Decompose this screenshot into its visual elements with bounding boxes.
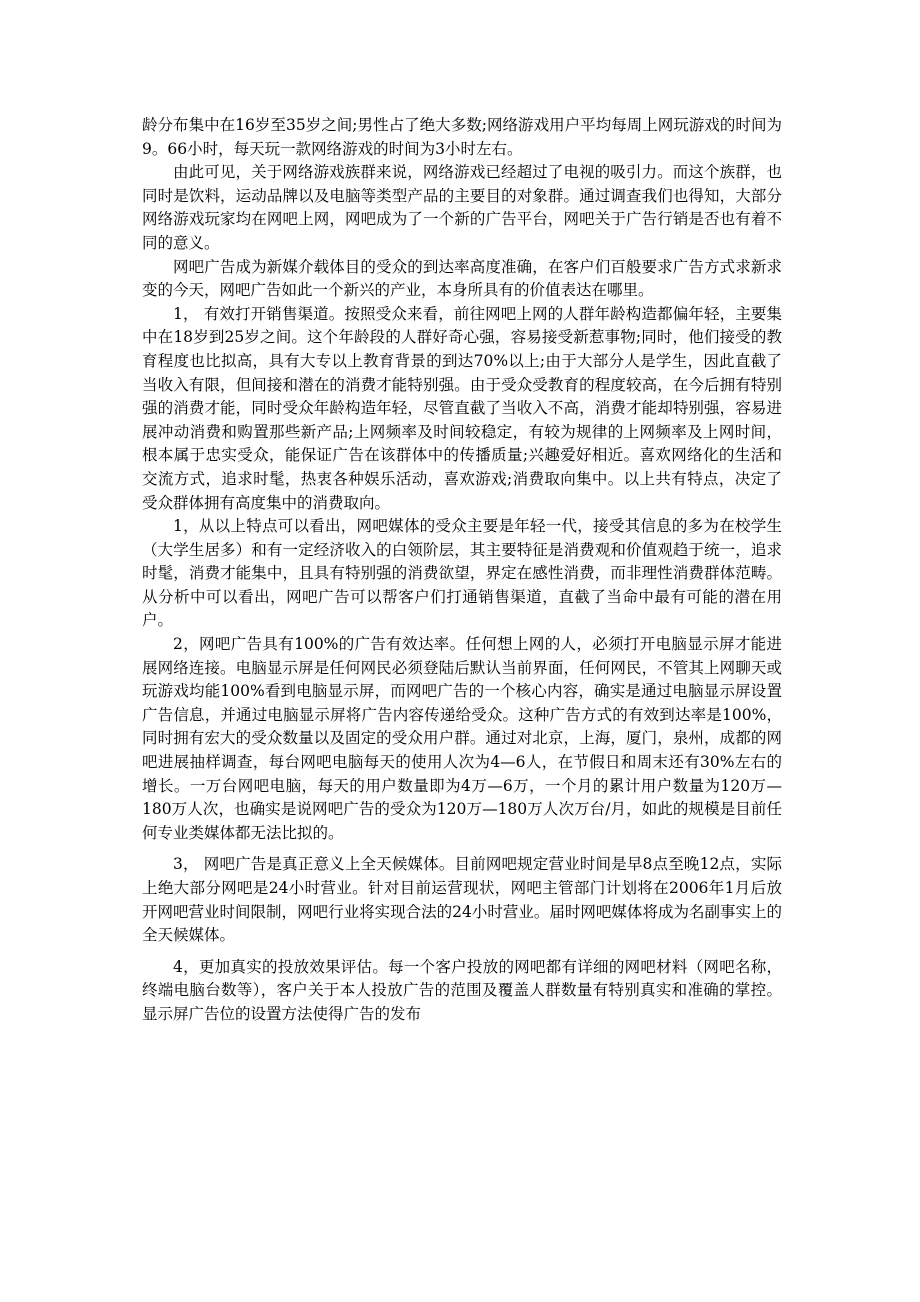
paragraph-point-3: 3， 网吧广告是真正意义上全天候媒体。目前网吧规定营业时间是早8点至晚12点，实际上绝大部分网吧是24小时营业。针对目前运营现状，网吧主管部门计划将在2006年1月后放开网吧营业时间限制，网吧行业将实现合法的24小时营业。届时网吧媒体将成为名副事实上的全天候媒体。 [142,855,782,945]
paragraph: 网吧广告成为新媒介载体目的受众的到达率高度准确，在客户们百般要求广告方式求新求变的今天，网吧广告如此一个新兴的产业，本身所具有的价值表达在哪里。 [142,257,782,300]
paragraph: 由此可见，关于网络游戏族群来说，网络游戏已经超过了电视的吸引力。而这个族群，也同时是饮料，运动品牌以及电脑等类型产品的主要目的对象群。通过调查我们也得知，大部分网络游戏玩家均在网吧上网，网吧成为了一个新的广告平台，网吧关于广告行销是否也有着不同的意义。 [142,163,782,252]
paragraph-point-1: 1， 有效打开销售渠道。按照受众来看，前往网吧上网的人群年龄构造都偏年轻，主要集中在18岁到25岁之间。这个年龄段的人群好奇心强，容易接受新惹事物;同时，他们接受的教育程度也比拟高，具有大专以上教育背景的到达70%以上;由于大部分人是学生，因此直截了当收入有限，但间接和潜在的消费才能特别强。由于受众受教育的程度较高，在今后拥有特别强的消费才能，同时受众年龄构造年轻，尽管直截了当收入不高，消费才能却特别强，容易进展冲动消费和购置那些新产品;上网频率及时间较稳定，有较为规律的上网频率及上网时间，根本属于忠实受众，能保证广告在该群体中的传播质量;兴趣爱好相近。喜欢网络化的生活和交流方式，追求时髦，热衷各种娱乐活动，喜欢游戏;消费取向集中。以上共有特点，决定了受众群体拥有高度集中的消费取向。 [142,304,782,512]
paragraph-point-1b: 1，从以上特点可以看出，网吧媒体的受众主要是年轻一代，接受其信息的多为在校学生（大学生居多）和有一定经济收入的白领阶层，其主要特征是消费观和价值观趋于统一，追求时髦，消费才能集中，且具有特别强的消费欲望，界定在感性消费，而非理性消费群体范畴。从分析中可以看出，网吧广告可以帮客户们打通销售渠道，直截了当命中最有可能的潜在用户。 [142,517,782,630]
paragraph-point-2: 2，网吧广告具有100%的广告有效达率。任何想上网的人，必须打开电脑显示屏才能进展网络连接。电脑显示屏是任何网民必须登陆后默认当前界面，任何网民，不管其上网聊天或玩游戏均能100%看到电脑显示屏，而网吧广告的一个核心内容，确实是通过电脑显示屏设置广告信息，并通过电脑显示屏将广告内容传递给受众。这种广告方式的有效到达率是100%，同时拥有宏大的受众数量以及固定的受众用户群。通过对北京，上海，厦门，泉州，成都的网吧进展抽样调查，每台网吧电脑每天的使用人次为4—6人，在节假日和周末还有30%左右的增长。一万台网吧电脑，每天的用户数量即为4万—6万，一个月的累计用户数量为120万—180万人次，也确实是说网吧广告的受众为120万—180万人次万台/月，如此的规模是目前任何专业类媒体都无法比拟的。 [142,635,782,842]
document-page [142,114,782,1027]
paragraph-point-4: 4，更加真实的投放效果评估。每一个客户投放的网吧都有详细的网吧材料（网吧名称，终端电脑台数等），客户关于本人投放广告的范围及覆盖人群数量有特别真实和准确的掌控。显示屏广告位的设置方法使得广告的发布 [142,957,782,1023]
paragraph-continued: 龄分布集中在16岁至35岁之间;男性占了绝大多数;网络游戏用户平均每周上网玩游戏的时间为9。66小时，每天玩一款网络游戏的时间为3小时左右。 [142,116,782,158]
